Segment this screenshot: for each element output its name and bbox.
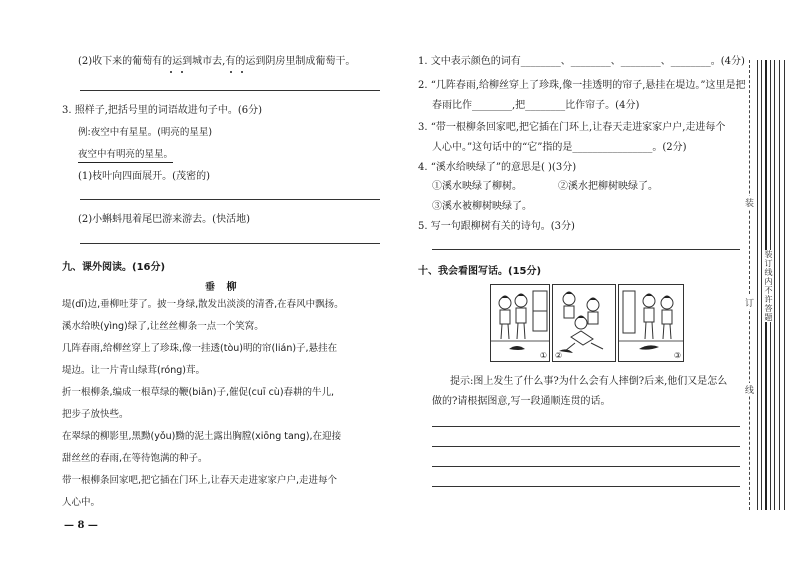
page-number: — 8 —: [64, 520, 98, 531]
scene-children-icon: [491, 285, 549, 361]
hint-line1: 提示:图上发生了什么事?为什么会有人摔倒?后来,他们又是怎么: [450, 376, 728, 387]
answer-line[interactable]: [80, 90, 380, 91]
picture-panel-3: [618, 284, 684, 362]
passage-line: 堤边。让一片青山绿茸(róng)茸。: [62, 365, 205, 376]
rq2-line2: 春雨比作________,把________比作帘子。(4分): [432, 100, 640, 111]
writing-line[interactable]: [432, 466, 740, 467]
picture-panel-1: [490, 284, 550, 362]
border-line: [774, 60, 775, 510]
rq4-opt2[interactable]: ②溪水把柳树映绿了。: [558, 181, 658, 192]
passage-line: 带一根柳条回家吧,把它插在门环上,让春天走进家家户户,走进每个: [62, 475, 338, 486]
rq4-opt3[interactable]: ③溪水被柳树映绿了。: [432, 201, 532, 212]
binding-char: 装: [745, 196, 754, 209]
border-line: [757, 60, 758, 510]
writing-line[interactable]: [432, 446, 740, 447]
rq3-line2: 人心中。”这句话中的“它”指的是________________。(2分): [432, 142, 687, 153]
q2-sentence: (2)收下来的葡萄有的运到城市去,有的运到阴房里制成葡萄干。: [78, 56, 356, 67]
writing-line[interactable]: [432, 426, 740, 427]
passage-title: 垂 柳: [205, 282, 241, 293]
passage-line: 几阵春雨,给柳丝穿上了珍珠,像一挂透(tòu)明的帘(lián)子,悬挂在: [62, 343, 338, 354]
section10-title: 十、我会看图写话。(15分): [418, 266, 542, 277]
emphasis-dot: [241, 71, 243, 73]
passage-line: 溪水给映(yìng)绿了,让丝丝柳条一点一个笑窝。: [62, 321, 264, 332]
picture-number: ②: [555, 351, 563, 360]
writing-line[interactable]: [432, 486, 740, 487]
passage-line: 堤(dī)边,垂柳吐芽了。披一身绿,散发出淡淡的清香,在春风中飘扬。: [62, 299, 344, 310]
answer-line[interactable]: [80, 199, 380, 200]
section9-title: 九、课外阅读。(16分): [62, 262, 166, 273]
passage-line: 甜丝丝的春雨,在等待饱满的种子。: [62, 453, 208, 464]
q3-example-answer: 夜空中有明亮的星星。: [78, 148, 173, 163]
passage-line: 折一根柳条,编成一根草绿的鞭(biān)子,催促(cuī cù)春耕的牛儿,: [62, 387, 335, 398]
rq4-opt1[interactable]: ①溪水映绿了柳树。: [432, 181, 522, 192]
passage-line: 人心中。: [62, 497, 101, 508]
answer-line[interactable]: [80, 243, 380, 244]
picture-number: ①: [539, 351, 547, 360]
border-line: [761, 60, 762, 510]
hint-line2: 做的?请根据图意,写一段通顺连贯的话。: [432, 396, 611, 407]
q3-item1: (1)枝叶向四面展开。(茂密的): [78, 171, 210, 182]
rq2-line1: 2. “几阵春雨,给柳丝穿上了珍珠,像一挂透明的帘子,悬挂在堤边。”这里是把: [418, 80, 746, 91]
binding-dashed-line: [749, 60, 750, 510]
rq3-line1: 3. “带一根柳条回家吧,把它插在门环上,让春天走进家家户户,走进每个: [418, 122, 726, 133]
passage-line: 在翠绿的柳影里,黑黝(yǒu)黝的泥土露出胸膛(xiōng tang),在迎接: [62, 431, 342, 442]
border-line: [779, 60, 780, 510]
scene-fall-icon: [553, 285, 615, 361]
rq4: 4. “溪水给映绿了”的意思是( )(3分): [418, 162, 577, 173]
binding-char: 线: [745, 383, 754, 396]
passage-line: 把步子放快些。: [62, 409, 129, 420]
scene-cleanup-icon: [619, 285, 683, 361]
border-line: [784, 60, 785, 510]
picture-panel-2: [552, 284, 616, 362]
rq5: 5. 写一句跟柳树有关的诗句。(3分): [418, 221, 575, 232]
q3-title: 3. 照样子,把括号里的词语故进句子中。(6分): [62, 105, 263, 116]
q3-item2: (2)小蝌蚪甩着尾巴游来游去。(快活地): [78, 214, 250, 225]
emphasis-dot: [230, 71, 232, 73]
binding-notice: 装订线内不许答题: [764, 250, 773, 322]
rq1: 1. 文中表示颜色的词有________、________、________、________。(4分): [418, 56, 745, 67]
picture-number: ③: [673, 351, 681, 360]
emphasis-dot: [181, 71, 183, 73]
q3-example: 例:夜空中有星星。(明亮的星星): [78, 127, 213, 138]
emphasis-dot: [170, 71, 172, 73]
answer-line[interactable]: [432, 249, 740, 250]
binding-char: 订: [745, 296, 754, 309]
